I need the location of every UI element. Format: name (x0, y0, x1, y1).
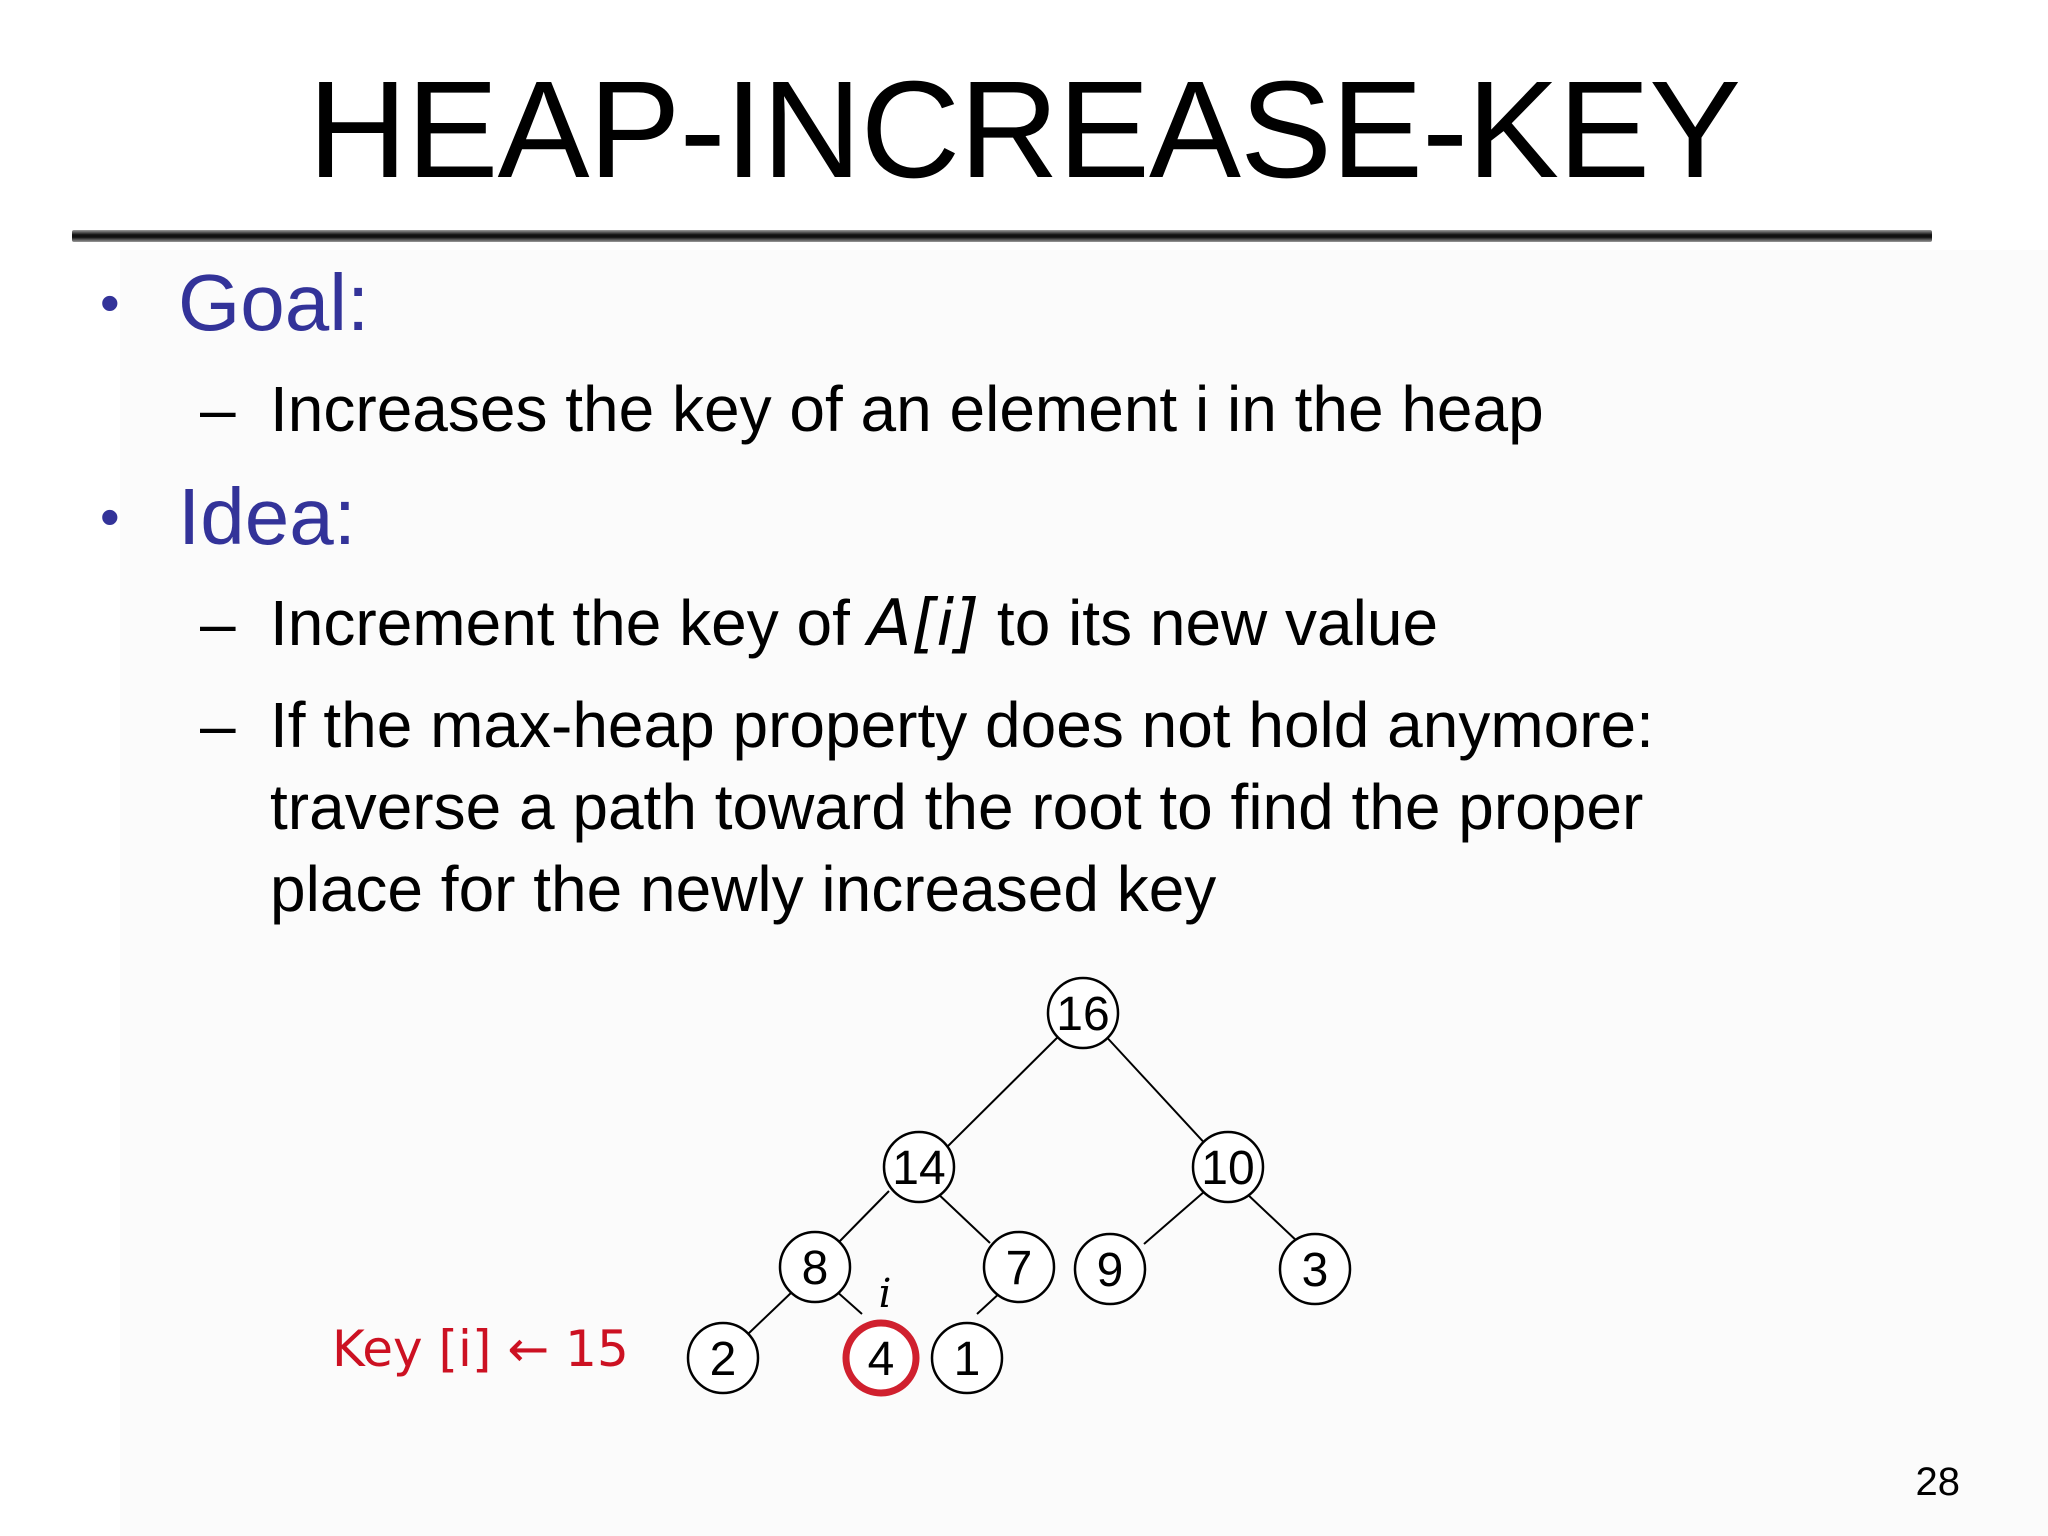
node-value: 9 (1096, 1244, 1124, 1297)
node-value: 1 (953, 1333, 981, 1386)
tree-node-10 (1193, 1132, 1263, 1202)
node-value: 8 (801, 1242, 829, 1295)
page-number: 28 (1915, 1460, 1960, 1504)
slide-title: HEAP-INCREASE-KEY (307, 53, 1741, 207)
sub-dash: – (200, 587, 236, 659)
tree-node-8 (780, 1232, 850, 1302)
node-value: 4 (867, 1333, 895, 1386)
bullet-label-idea: Idea: (178, 472, 356, 561)
key-annotation: Key [i] ← 15 (332, 1320, 629, 1378)
sub-text-idea-2-line-3: place for the newly increased key (270, 853, 1217, 925)
sub-dash: – (200, 373, 236, 445)
node-value: 3 (1301, 1244, 1329, 1297)
sub-text-idea-2-line-2: traverse a path toward the root to find the proper (270, 771, 1644, 843)
tree-node-4-highlighted (846, 1323, 916, 1393)
tree-node-16 (1048, 978, 1118, 1048)
bullet-dot: • (100, 271, 120, 334)
math-expression: A[i] (867, 587, 980, 661)
edge-8-2 (748, 1291, 793, 1334)
tree-node-14 (884, 1132, 954, 1202)
node-value: 10 (1201, 1142, 1255, 1195)
node-value: 2 (709, 1333, 737, 1386)
edge-14-7 (935, 1191, 990, 1243)
tree-node-1 (932, 1323, 1002, 1393)
tree-node-9 (1075, 1234, 1145, 1304)
tree-node-3 (1280, 1234, 1350, 1304)
edge-10-3 (1246, 1193, 1299, 1243)
tree-node-7 (984, 1232, 1054, 1302)
sub-dash: – (200, 689, 236, 761)
tree-node-2 (688, 1323, 758, 1393)
edge-10-9 (1144, 1191, 1205, 1244)
sub-text-idea-2-line-1: If the max-heap property does not hold anymore: (270, 689, 1654, 761)
bullet-label-goal: Goal: (178, 258, 370, 347)
sub-text-idea-1-prefix: Increment the key of (270, 587, 868, 659)
bullet-dot: • (100, 485, 120, 548)
edge-14-8 (838, 1191, 889, 1243)
index-label-i: i (878, 1271, 892, 1317)
node-value: 14 (892, 1142, 946, 1195)
sub-text-idea-1-suffix: to its new value (979, 587, 1439, 659)
sub-text-goal-1: Increases the key of an element i in the heap (270, 373, 1544, 445)
node-value: 16 (1056, 988, 1110, 1041)
node-value: 7 (1005, 1242, 1033, 1295)
